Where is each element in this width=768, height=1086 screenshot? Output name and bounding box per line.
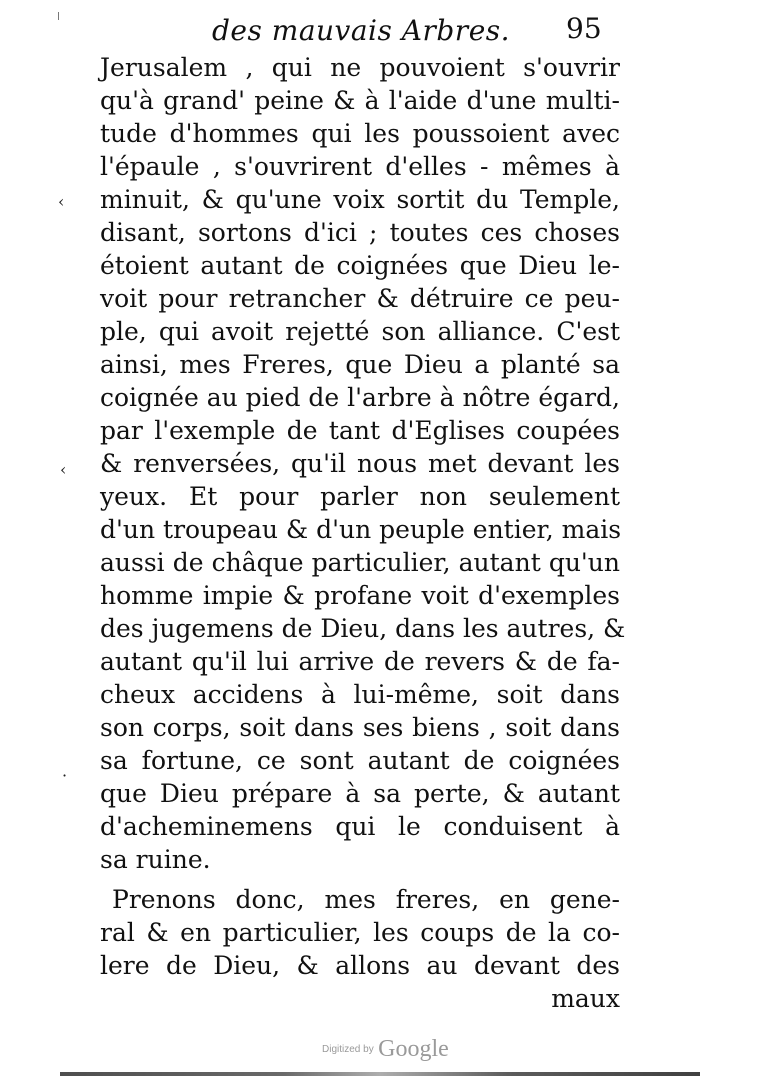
body-text xyxy=(100,51,626,1015)
text-line: voit pour retrancher & détruire ce peu- xyxy=(100,284,620,313)
text-line: Jerusalem , qui ne pouvoient s'ouvrir xyxy=(100,53,620,82)
text-line: ple, qui avoit rejetté son alliance. C'est xyxy=(100,317,620,346)
text-line: que Dieu prépare à sa perte, & autant xyxy=(100,779,620,808)
text-line: d'un troupeau & d'un peuple entier, mais xyxy=(100,515,622,544)
text-line: minuit, & qu'une voix sortit du Temple, xyxy=(100,185,620,214)
bottom-edge-rule xyxy=(60,1072,700,1076)
paragraph-start-line: Prenons donc, mes freres, en gene- xyxy=(112,885,620,914)
text-line: & renversées, qu'il nous met devant les xyxy=(100,449,620,478)
text-line: disant, sortons d'ici ; toutes ces choses xyxy=(100,218,620,247)
watermark-prefix: Digitized by xyxy=(322,1044,374,1055)
margin-mark: ‹ xyxy=(60,460,67,479)
running-head: des mauvais Arbres. xyxy=(212,14,511,47)
watermark-brand: Google xyxy=(378,1036,449,1062)
catchword: maux xyxy=(551,984,620,1013)
text-line: tude d'hommes qui les poussoient avec xyxy=(100,119,620,148)
text-line: cheux accidens à lui-même, soit dans xyxy=(100,680,620,709)
text-line: yeux. Et pour parler non seulement xyxy=(100,482,620,511)
text-line: sa fortune, ce sont autant de coignées xyxy=(100,746,620,775)
text-line: coignée au pied de l'arbre à nôtre égard, xyxy=(100,383,620,412)
text-line: sa ruine. xyxy=(100,845,211,874)
google-watermark xyxy=(322,1036,449,1063)
text-line: autant qu'il lui arrive de revers & de fa- xyxy=(100,647,620,676)
text-line: aussi de châque particulier, autant qu'un xyxy=(100,548,620,577)
text-line: qu'à grand' peine & à l'aide d'une multi- xyxy=(100,86,620,115)
text-line: homme impie & profane voit d'exemples xyxy=(100,581,620,610)
text-line: étoient autant de coignées que Dieu le- xyxy=(100,251,620,280)
margin-mark: ‹ xyxy=(58,192,65,211)
text-line: des jugemens de Dieu, dans les autres, & xyxy=(100,614,626,643)
text-line: l'épaule , s'ouvrirent d'elles - mêmes à xyxy=(100,152,620,181)
text-line: ainsi, mes Freres, que Dieu a planté sa xyxy=(100,350,620,379)
text-line: lere de Dieu, & allons au devant des xyxy=(100,951,620,980)
margin-mark: · xyxy=(62,766,68,785)
text-line: ral & en particulier, les coups de la co- xyxy=(100,918,620,947)
text-line: son corps, soit dans ses biens , soit dans xyxy=(100,713,620,742)
text-line: d'acheminemens qui le conduisent à xyxy=(100,812,620,841)
page-number: 95 xyxy=(566,12,602,45)
text-line: par l'exemple de tant d'Eglises coupées xyxy=(100,416,620,445)
corner-mark xyxy=(58,12,59,20)
